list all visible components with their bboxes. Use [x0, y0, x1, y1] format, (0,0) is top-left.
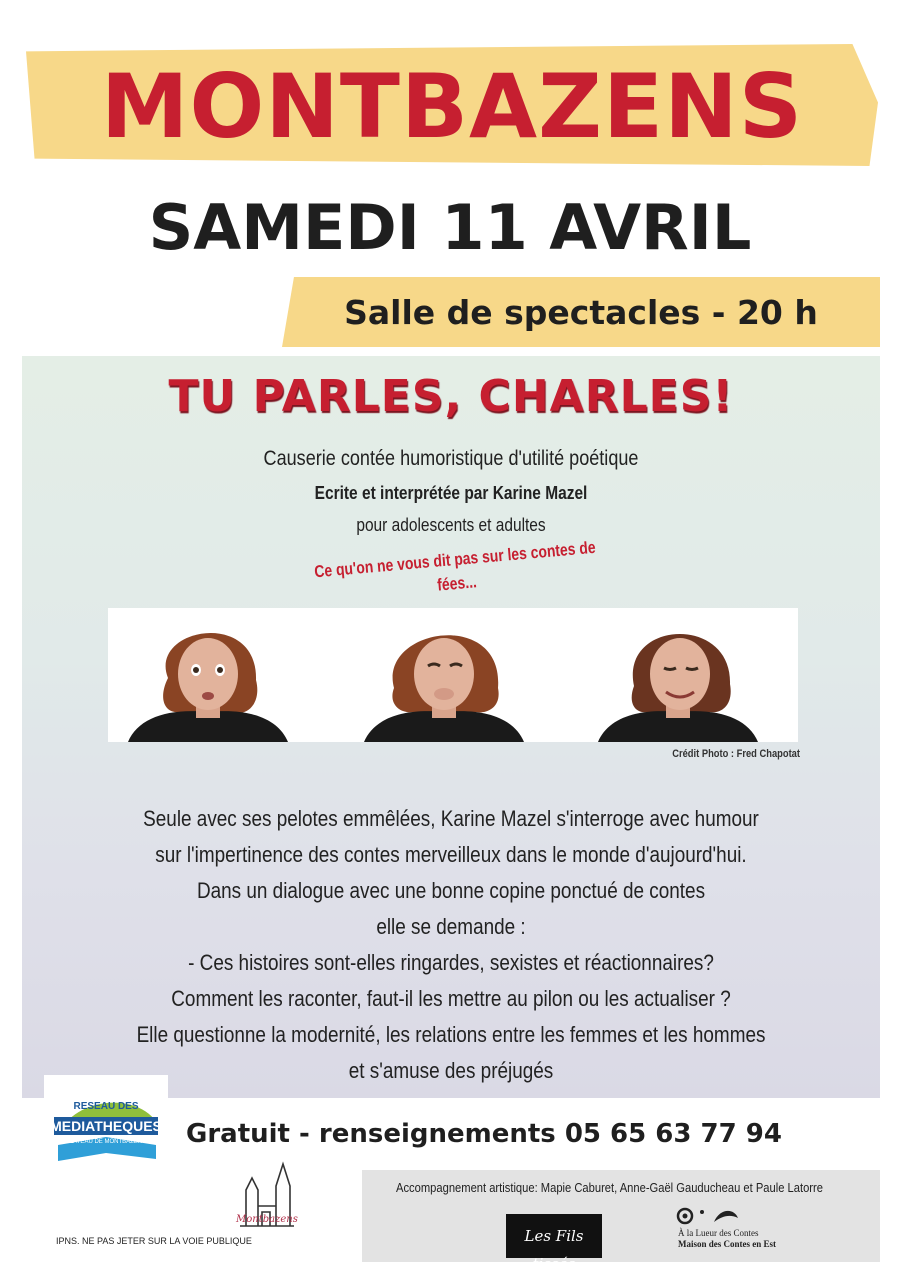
- portrait-photo-3: [598, 608, 758, 742]
- show-tagline: Ce qu'on ne vous dit pas sur les contes de fées...: [313, 537, 597, 595]
- show-subtitle: Causerie contée humoristique d'utilité poétique: [263, 447, 639, 470]
- show-author: Ecrite et interprétée par Karine Mazel: [314, 483, 588, 503]
- venue-time: Salle de spectacles - 20 h: [344, 293, 818, 332]
- montbazens-logo-text: Montbazens: [236, 1214, 298, 1225]
- description-line: Elle questionne la modernité, les relations entre les femmes et les hommes: [136, 1022, 766, 1047]
- lueur-contes-line1: À la Lueur des Contes: [678, 1228, 759, 1238]
- show-title: TU PARLES, CHARLES!: [168, 371, 734, 422]
- ipns-notice: IPNS. NE PAS JETER SUR LA VOIE PUBLIQUE: [56, 1236, 252, 1246]
- info-phone: Gratuit - renseignements 05 65 63 77 94: [186, 1119, 782, 1149]
- event-date: SAMEDI 11 AVRIL: [148, 191, 752, 264]
- photo-credit: Crédit Photo : Fred Chapotat: [672, 748, 800, 760]
- lueur-contes-icon: [676, 1206, 740, 1226]
- lueur-contes-line2: Maison des Contes en Est: [678, 1239, 777, 1249]
- portrait-photo-2: [364, 608, 524, 742]
- description-line: Comment les raconter, faut-il les mettre au pilon ou les actualiser ?: [171, 986, 731, 1011]
- description-line: Dans un dialogue avec une bonne copine ponctué de contes: [196, 878, 706, 903]
- portrait-photo-1: [128, 608, 288, 742]
- description-line: - Ces histoires sont-elles ringardes, sexistes et réactionnaires?: [188, 950, 714, 975]
- description-line: elle se demande :: [376, 914, 526, 939]
- description-line: sur l'impertinence des contes merveilleux dans le monde d'aujourd'hui.: [155, 842, 747, 867]
- photo-strip: [108, 608, 798, 742]
- artistic-accompaniment: Accompagnement artistique: Mapie Caburet, Anne-Gaël Gauducheau et Paule Latorre: [396, 1180, 823, 1195]
- description-line: et s'amuse des préjugés: [348, 1058, 554, 1083]
- logo-text-line1: RESEAU DES: [73, 1101, 139, 1112]
- logo-text-line3: PLATEAU DE MONTBAZENS: [65, 1139, 147, 1145]
- fils-tisses-text: Les Fils tissés: [524, 1227, 584, 1273]
- town-title: MONTBAZENS: [100, 55, 804, 158]
- reseau-mediatheques-logo: [44, 1075, 168, 1175]
- description-line: Seule avec ses pelotes emmêlées, Karine Mazel s'interroge avec humour: [143, 806, 759, 831]
- mediatheques-logo-icon: [44, 1075, 168, 1175]
- show-audience: pour adolescents et adultes: [356, 515, 546, 535]
- logo-text-line2: MEDIATHEQUES: [50, 1118, 162, 1134]
